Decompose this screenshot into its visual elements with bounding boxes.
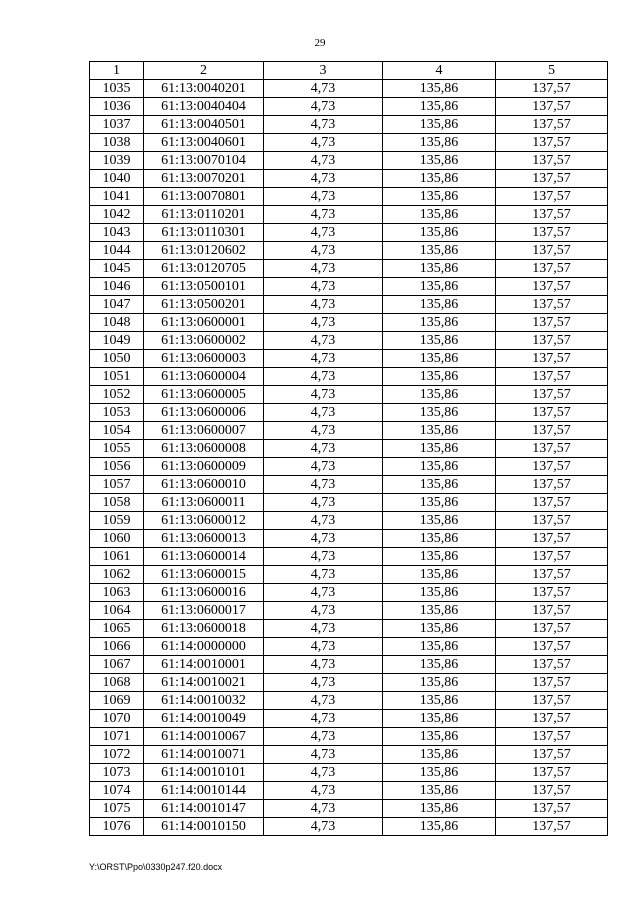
- table-row: [90, 494, 608, 512]
- table-cell-col-5: 137,57: [496, 602, 608, 620]
- table-cell-col-4: 135,86: [383, 458, 496, 476]
- table-row: [90, 242, 608, 260]
- table-cell-col-3: 4,73: [264, 638, 383, 656]
- table-cell-col-4: 135,86: [383, 512, 496, 530]
- table-cell-col-3: 4,73: [264, 350, 383, 368]
- table-cell-col-5: 137,57: [496, 494, 608, 512]
- table-cell-col-2: 61:14:0010071: [144, 746, 264, 764]
- table-cell-col-4: 135,86: [383, 584, 496, 602]
- table-cell-col-3: 4,73: [264, 206, 383, 224]
- table-cell-col-4: 135,86: [383, 386, 496, 404]
- table-cell-col-2: 61:13:0600005: [144, 386, 264, 404]
- table-cell-col-3: 4,73: [264, 278, 383, 296]
- table-row: [90, 458, 608, 476]
- table-cell-col-2: 61:14:0010021: [144, 674, 264, 692]
- table-cell-col-4: 135,86: [383, 674, 496, 692]
- table-cell-col-1: 1068: [90, 674, 144, 692]
- table-cell-col-3: 4,73: [264, 782, 383, 800]
- table-row: [90, 782, 608, 800]
- table-cell-col-3: 4,73: [264, 656, 383, 674]
- table-cell-col-3: 4,73: [264, 818, 383, 836]
- table-cell-col-2: 61:14:0010150: [144, 818, 264, 836]
- table-cell-col-5: 137,57: [496, 206, 608, 224]
- table-cell-col-3: 4,73: [264, 260, 383, 278]
- table-cell-col-1: 1057: [90, 476, 144, 494]
- table-row: [90, 710, 608, 728]
- table-cell-col-3: 4,73: [264, 134, 383, 152]
- table-cell-col-5: 137,57: [496, 512, 608, 530]
- table-cell-col-5: 137,57: [496, 152, 608, 170]
- table-cell-col-1: 1039: [90, 152, 144, 170]
- table-cell-col-2: 61:13:0600006: [144, 404, 264, 422]
- table-cell-col-5: 137,57: [496, 296, 608, 314]
- table-row: [90, 800, 608, 818]
- table-row: [90, 404, 608, 422]
- table-row: [90, 566, 608, 584]
- table-cell-col-4: 135,86: [383, 620, 496, 638]
- table-cell-col-2: 61:13:0600017: [144, 602, 264, 620]
- table-cell-col-1: 1036: [90, 98, 144, 116]
- table-cell-col-4: 135,86: [383, 548, 496, 566]
- table-cell-col-1: 1073: [90, 764, 144, 782]
- table-cell-col-3: 4,73: [264, 332, 383, 350]
- table-row: [90, 332, 608, 350]
- table-row: [90, 134, 608, 152]
- table-cell-col-2: 61:14:0010101: [144, 764, 264, 782]
- table-cell-col-3: 4,73: [264, 116, 383, 134]
- table-cell-col-5: 137,57: [496, 620, 608, 638]
- table-cell-col-3: 4,73: [264, 242, 383, 260]
- table-cell-col-5: 137,57: [496, 386, 608, 404]
- table-cell-col-3: 4,73: [264, 440, 383, 458]
- table-cell-col-4: 135,86: [383, 152, 496, 170]
- table-cell-col-2: 61:14:0010067: [144, 728, 264, 746]
- table-cell-col-5: 137,57: [496, 278, 608, 296]
- table-cell-col-2: 61:13:0040404: [144, 98, 264, 116]
- table-cell-col-3: 4,73: [264, 422, 383, 440]
- table-row: [90, 296, 608, 314]
- table-cell-col-4: 135,86: [383, 404, 496, 422]
- table-row: [90, 98, 608, 116]
- table-row: [90, 206, 608, 224]
- table-cell-col-3: 4,73: [264, 314, 383, 332]
- table-cell-col-1: 1052: [90, 386, 144, 404]
- table-cell-col-2: 61:14:0010147: [144, 800, 264, 818]
- table-cell-col-4: 135,86: [383, 368, 496, 386]
- table-cell-col-5: 137,57: [496, 134, 608, 152]
- table-cell-col-3: 4,73: [264, 170, 383, 188]
- table-row: [90, 170, 608, 188]
- table-cell-col-2: 61:13:0600016: [144, 584, 264, 602]
- table-cell-col-1: 1056: [90, 458, 144, 476]
- table-cell-col-4: 135,86: [383, 692, 496, 710]
- table-cell-col-2: 61:13:0070104: [144, 152, 264, 170]
- table-cell-col-3: 4,73: [264, 692, 383, 710]
- table-row: [90, 638, 608, 656]
- table-cell-col-2: 61:13:0600010: [144, 476, 264, 494]
- table-cell-col-1: 1055: [90, 440, 144, 458]
- table-cell-col-4: 135,86: [383, 602, 496, 620]
- table-cell-col-5: 137,57: [496, 458, 608, 476]
- table-cell-col-5: 137,57: [496, 260, 608, 278]
- table-cell-col-5: 137,57: [496, 224, 608, 242]
- table-cell-col-4: 135,86: [383, 350, 496, 368]
- table-row: [90, 548, 608, 566]
- table-cell-col-5: 137,57: [496, 764, 608, 782]
- header-cell-5: 5: [496, 62, 608, 80]
- table-cell-col-1: 1046: [90, 278, 144, 296]
- table-cell-col-1: 1076: [90, 818, 144, 836]
- table-cell-col-1: 1063: [90, 584, 144, 602]
- table-cell-col-3: 4,73: [264, 710, 383, 728]
- table-cell-col-1: 1074: [90, 782, 144, 800]
- table-cell-col-5: 137,57: [496, 530, 608, 548]
- table-row: [90, 116, 608, 134]
- table-cell-col-4: 135,86: [383, 566, 496, 584]
- table-cell-col-4: 135,86: [383, 260, 496, 278]
- table-cell-col-4: 135,86: [383, 134, 496, 152]
- table-cell-col-4: 135,86: [383, 206, 496, 224]
- table-cell-col-1: 1058: [90, 494, 144, 512]
- table-cell-col-3: 4,73: [264, 80, 383, 98]
- table-row: [90, 224, 608, 242]
- header-cell-3: 3: [264, 62, 383, 80]
- table-cell-col-2: 61:14:0010049: [144, 710, 264, 728]
- table-row: [90, 260, 608, 278]
- table-cell-col-5: 137,57: [496, 710, 608, 728]
- table-cell-col-1: 1066: [90, 638, 144, 656]
- table-row: [90, 692, 608, 710]
- table-cell-col-4: 135,86: [383, 764, 496, 782]
- table-cell-col-3: 4,73: [264, 98, 383, 116]
- table-row: [90, 602, 608, 620]
- table-cell-col-2: 61:13:0070201: [144, 170, 264, 188]
- table-cell-col-2: 61:14:0010144: [144, 782, 264, 800]
- table-cell-col-5: 137,57: [496, 476, 608, 494]
- table-cell-col-1: 1045: [90, 260, 144, 278]
- table-cell-col-5: 137,57: [496, 332, 608, 350]
- table-cell-col-3: 4,73: [264, 674, 383, 692]
- table-cell-col-4: 135,86: [383, 314, 496, 332]
- table-row: [90, 620, 608, 638]
- table-cell-col-2: 61:14:0010032: [144, 692, 264, 710]
- table-row: [90, 764, 608, 782]
- table-cell-col-3: 4,73: [264, 188, 383, 206]
- table-cell-col-5: 137,57: [496, 98, 608, 116]
- table-cell-col-2: 61:13:0070801: [144, 188, 264, 206]
- table-cell-col-3: 4,73: [264, 386, 383, 404]
- table-cell-col-4: 135,86: [383, 116, 496, 134]
- table-cell-col-2: 61:13:0600002: [144, 332, 264, 350]
- table-cell-col-5: 137,57: [496, 368, 608, 386]
- table-cell-col-1: 1062: [90, 566, 144, 584]
- table-cell-col-3: 4,73: [264, 584, 383, 602]
- table-cell-col-2: 61:14:0010001: [144, 656, 264, 674]
- table-cell-col-2: 61:13:0600018: [144, 620, 264, 638]
- table-cell-col-3: 4,73: [264, 494, 383, 512]
- data-table: [89, 61, 608, 836]
- table-header: [90, 62, 608, 80]
- table-cell-col-4: 135,86: [383, 98, 496, 116]
- table-cell-col-5: 137,57: [496, 692, 608, 710]
- table-cell-col-5: 137,57: [496, 242, 608, 260]
- table-cell-col-1: 1047: [90, 296, 144, 314]
- table-row: [90, 368, 608, 386]
- table-cell-col-3: 4,73: [264, 728, 383, 746]
- table-cell-col-1: 1038: [90, 134, 144, 152]
- table-cell-col-2: 61:13:0600012: [144, 512, 264, 530]
- table-cell-col-5: 137,57: [496, 746, 608, 764]
- table-cell-col-2: 61:13:0600009: [144, 458, 264, 476]
- table-cell-col-1: 1069: [90, 692, 144, 710]
- table-cell-col-5: 137,57: [496, 656, 608, 674]
- table-cell-col-1: 1042: [90, 206, 144, 224]
- table-cell-col-3: 4,73: [264, 620, 383, 638]
- table-row: [90, 512, 608, 530]
- table-cell-col-2: 61:13:0500101: [144, 278, 264, 296]
- table-cell-col-1: 1071: [90, 728, 144, 746]
- table-cell-col-2: 61:13:0120705: [144, 260, 264, 278]
- table-cell-col-2: 61:13:0110201: [144, 206, 264, 224]
- table-cell-col-1: 1037: [90, 116, 144, 134]
- table-row: [90, 440, 608, 458]
- table-row: [90, 674, 608, 692]
- table-row: [90, 530, 608, 548]
- table-cell-col-2: 61:13:0040601: [144, 134, 264, 152]
- table-cell-col-1: 1050: [90, 350, 144, 368]
- table-cell-col-1: 1070: [90, 710, 144, 728]
- table-cell-col-4: 135,86: [383, 80, 496, 98]
- table-cell-col-1: 1067: [90, 656, 144, 674]
- table-cell-col-3: 4,73: [264, 746, 383, 764]
- table-cell-col-4: 135,86: [383, 818, 496, 836]
- table-cell-col-2: 61:13:0600015: [144, 566, 264, 584]
- table-cell-col-5: 137,57: [496, 440, 608, 458]
- table-cell-col-3: 4,73: [264, 512, 383, 530]
- table-cell-col-3: 4,73: [264, 404, 383, 422]
- table-row: [90, 818, 608, 836]
- table-row: [90, 152, 608, 170]
- table-row: [90, 278, 608, 296]
- table-cell-col-4: 135,86: [383, 170, 496, 188]
- table-row: [90, 350, 608, 368]
- table-cell-col-5: 137,57: [496, 638, 608, 656]
- table-cell-col-1: 1060: [90, 530, 144, 548]
- table-cell-col-1: 1041: [90, 188, 144, 206]
- table-cell-col-5: 137,57: [496, 566, 608, 584]
- table-cell-col-3: 4,73: [264, 566, 383, 584]
- table-cell-col-5: 137,57: [496, 782, 608, 800]
- table-cell-col-3: 4,73: [264, 152, 383, 170]
- header-cell-1: 1: [90, 62, 144, 80]
- table-cell-col-4: 135,86: [383, 656, 496, 674]
- table-cell-col-1: 1065: [90, 620, 144, 638]
- table-cell-col-1: 1064: [90, 602, 144, 620]
- table-cell-col-2: 61:13:0120602: [144, 242, 264, 260]
- table-cell-col-2: 61:13:0600013: [144, 530, 264, 548]
- table-cell-col-2: 61:13:0600008: [144, 440, 264, 458]
- header-cell-2: 2: [144, 62, 264, 80]
- table-cell-col-4: 135,86: [383, 728, 496, 746]
- table-cell-col-1: 1049: [90, 332, 144, 350]
- table-cell-col-4: 135,86: [383, 440, 496, 458]
- table-cell-col-1: 1053: [90, 404, 144, 422]
- table-cell-col-1: 1035: [90, 80, 144, 98]
- table-cell-col-3: 4,73: [264, 764, 383, 782]
- table-cell-col-1: 1075: [90, 800, 144, 818]
- table-cell-col-4: 135,86: [383, 242, 496, 260]
- header-row: [90, 62, 608, 80]
- table-cell-col-1: 1040: [90, 170, 144, 188]
- table-cell-col-5: 137,57: [496, 422, 608, 440]
- table-row: [90, 188, 608, 206]
- table-row: [90, 728, 608, 746]
- table-cell-col-4: 135,86: [383, 278, 496, 296]
- table-cell-col-2: 61:13:0600007: [144, 422, 264, 440]
- table-cell-col-1: 1072: [90, 746, 144, 764]
- table-cell-col-5: 137,57: [496, 404, 608, 422]
- table-cell-col-2: 61:13:0040201: [144, 80, 264, 98]
- table-row: [90, 746, 608, 764]
- page-number: 29: [314, 37, 326, 49]
- table-cell-col-4: 135,86: [383, 476, 496, 494]
- table-cell-col-3: 4,73: [264, 602, 383, 620]
- header-cell-4: 4: [383, 62, 496, 80]
- table-cell-col-1: 1054: [90, 422, 144, 440]
- table-cell-col-5: 137,57: [496, 80, 608, 98]
- table-row: [90, 386, 608, 404]
- table-cell-col-5: 137,57: [496, 674, 608, 692]
- table-cell-col-5: 137,57: [496, 728, 608, 746]
- table-cell-col-4: 135,86: [383, 710, 496, 728]
- table-cell-col-1: 1059: [90, 512, 144, 530]
- table-cell-col-2: 61:13:0110301: [144, 224, 264, 242]
- table-cell-col-3: 4,73: [264, 296, 383, 314]
- table-cell-col-3: 4,73: [264, 530, 383, 548]
- table-cell-col-5: 137,57: [496, 170, 608, 188]
- table-cell-col-1: 1061: [90, 548, 144, 566]
- table-cell-col-3: 4,73: [264, 476, 383, 494]
- table-row: [90, 656, 608, 674]
- table-cell-col-4: 135,86: [383, 800, 496, 818]
- table-cell-col-5: 137,57: [496, 314, 608, 332]
- table-cell-col-3: 4,73: [264, 548, 383, 566]
- table-cell-col-4: 135,86: [383, 422, 496, 440]
- table-cell-col-4: 135,86: [383, 224, 496, 242]
- table-cell-col-4: 135,86: [383, 332, 496, 350]
- table-cell-col-2: 61:13:0600003: [144, 350, 264, 368]
- table-cell-col-2: 61:13:0500201: [144, 296, 264, 314]
- table-body: [90, 80, 608, 836]
- table-cell-col-4: 135,86: [383, 188, 496, 206]
- table-cell-col-4: 135,86: [383, 494, 496, 512]
- table-cell-col-3: 4,73: [264, 368, 383, 386]
- table-cell-col-4: 135,86: [383, 746, 496, 764]
- table-row: [90, 422, 608, 440]
- table-cell-col-2: 61:13:0600001: [144, 314, 264, 332]
- table-cell-col-4: 135,86: [383, 782, 496, 800]
- table-cell-col-5: 137,57: [496, 584, 608, 602]
- table-cell-col-4: 135,86: [383, 296, 496, 314]
- table-cell-col-2: 61:13:0600014: [144, 548, 264, 566]
- table-cell-col-5: 137,57: [496, 800, 608, 818]
- table-cell-col-2: 61:13:0600011: [144, 494, 264, 512]
- table-cell-col-3: 4,73: [264, 458, 383, 476]
- table-cell-col-5: 137,57: [496, 116, 608, 134]
- table-cell-col-1: 1043: [90, 224, 144, 242]
- table-cell-col-3: 4,73: [264, 800, 383, 818]
- table-cell-col-5: 137,57: [496, 818, 608, 836]
- table-cell-col-2: 61:13:0600004: [144, 368, 264, 386]
- table-row: [90, 314, 608, 332]
- table-cell-col-5: 137,57: [496, 350, 608, 368]
- table-cell-col-1: 1048: [90, 314, 144, 332]
- table-cell-col-1: 1044: [90, 242, 144, 260]
- table-cell-col-1: 1051: [90, 368, 144, 386]
- table-cell-col-5: 137,57: [496, 548, 608, 566]
- table-cell-col-2: 61:14:0000000: [144, 638, 264, 656]
- table-row: [90, 476, 608, 494]
- footer-file-path: Y:\ORST\Ppo\0330p247.f20.docx: [89, 862, 223, 872]
- table-cell-col-2: 61:13:0040501: [144, 116, 264, 134]
- table-cell-col-4: 135,86: [383, 638, 496, 656]
- table-row: [90, 584, 608, 602]
- table-cell-col-5: 137,57: [496, 188, 608, 206]
- table-cell-col-3: 4,73: [264, 224, 383, 242]
- table-row: [90, 80, 608, 98]
- table-cell-col-4: 135,86: [383, 530, 496, 548]
